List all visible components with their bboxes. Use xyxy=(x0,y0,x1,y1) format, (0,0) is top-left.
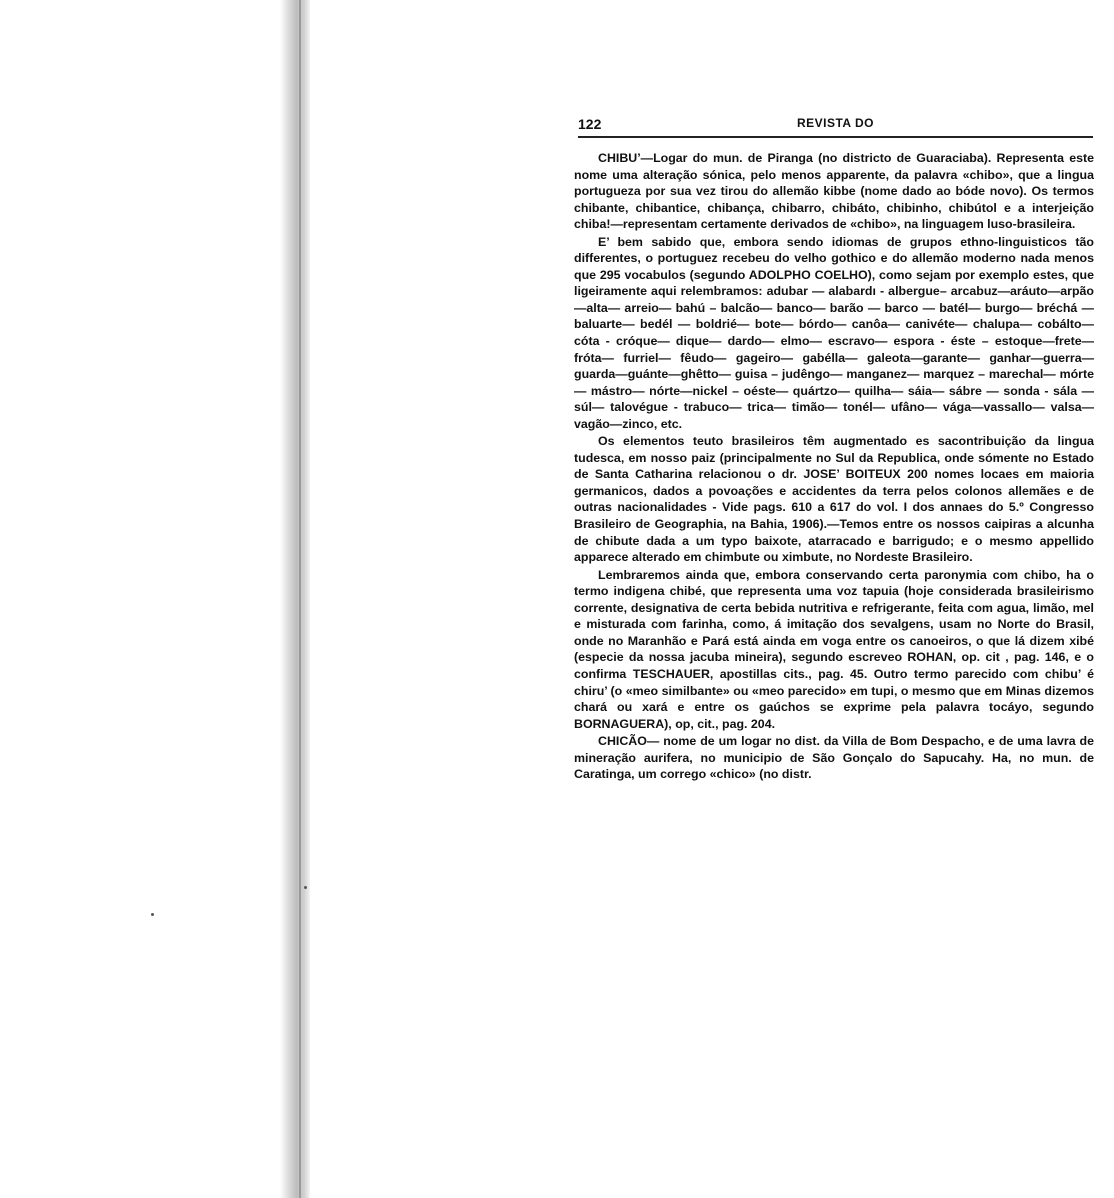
paragraph-chicao: CHICÃO— nome de um logar no dist. da Villa de Bom Despacho, e de uma lavra de mineração aurifera, no municipio de São Gonçalo do Sapucahy. Ha, no mun. de Caratinga, um corrego «chico» (no distr. xyxy=(574,734,1094,782)
scan-speck xyxy=(151,913,154,916)
paragraph-teuto-brasileiros: Os elementos teuto brasileiros têm augmentado es sacontribuição da lingua tudesca, em nosso paiz (principalmente no Sul da Republica, onde sómente no Estado de Santa Catharina relacionou o dr. JOSE’ BOITEUX 200 nomes locaes em maioria germanicos, dados a povoações e accidentes da terra pelos colonos allemães e de outras nacionalidades - Vide pags. 610 a 617 do vol. I dos annaes do 5.º Congresso Brasileiro de Geographia, na Bahia, 1906).—Temos entre os nossos caipiras a alcunha de chibute dada a um typo baixote, atarracado e barrigudo; e o mesmo appellido apparece alterado em chimbute ou ximbute, no Nordeste Brasileiro. xyxy=(574,434,1094,565)
page-number: 122 xyxy=(578,116,602,132)
book-gutter-line xyxy=(299,0,301,1198)
running-head: REVISTA DO xyxy=(796,116,874,130)
paragraph-vocabulos: E’ bem sabido que, embora sendo idiomas de grupos ethno-linguisticos tão differentes, o portuguez recebeu do velho gothico e do allemão moderno nada menos que 295 vocabulos (segundo ADOLPHO COELHO), como sejam por exemplo estes, que ligeiramente aqui relembramos: adubar — alabardı - albergue– arcabuz—aráuto—arpão—alta— arreio— bahú – balcão— banco— barão — barco — batél— burgo— bréchá — baluarte— bedél — boldrié— bote— bórdo— canôa— canivéte— chalupa— cobálto— cóta - cróque— dique— dardo— elmo— escravo— espora - éste – estoque—frete— fróta— furriel— fêudo— gageiro— gabélla— galeota—garante— ganhar—guerra— guarda—guánte—ghêtto— guisa – judêngo— manganez— marquez – marechal— mórte— mástro— nórte—nickel – oéste— quártzo— quilha— sáia— sábre — sonda - sála — súl— talovégue - trabuco— trica— timão— tonél— ufâno— vága—vassallo— valsa— vagão—zinco, etc. xyxy=(574,234,1094,431)
scan-speck xyxy=(304,886,307,889)
book-gutter-shadow xyxy=(280,0,310,1198)
paragraph-chibu: CHIBU’—Logar do mun. de Piranga (no districto de Guaraciaba). Representa este nome uma alteração sónica, pelo menos apparente, da palavra «chibo», que a lingua portugueza por sua vez tirou do allemão kibbe (nome dado ao bóde novo). Os termos chibante, chibantice, chibança, chibarro, chibáto, chibinho, chibútol e a interjeição chiba!—representam certamente derivados de «chibo», na linguagem luso-brasileira. xyxy=(574,151,1094,232)
text-column xyxy=(574,150,1094,783)
page-header xyxy=(578,116,1093,138)
paragraph-chibe: Lembraremos ainda que, embora conservando certa paronymia com chibo, ha o termo indigena chibé, que representa uma voz tapuia (hoje considerada brasileirismo corrente, designativa de certa bebida nutritiva e refrigerante, feita com agua, limão, mel e misturada com farinha, como, á imitação dos sevalgens, usam no Norte do Brasil, onde no Maranhão e Pará está ainda em voga entre os canoeiros, o que lá dizem xibé (especie da nossa jacuba mineira), segundo escreveo ROHAN, op. cit , pag. 146, e o confirma TESCHAUER, apostillas cits., pag. 45. Outro termo parecido com chibu’ é chiru’ (o «meo similbante» ou «meo parecido» em tupi, o mesmo que em Minas dizemos chará ou xará e entre os gaúchos se exprime pela palavra tocáyo, segundo BORNAGUERA), op, cit., pag. 204. xyxy=(574,567,1094,731)
